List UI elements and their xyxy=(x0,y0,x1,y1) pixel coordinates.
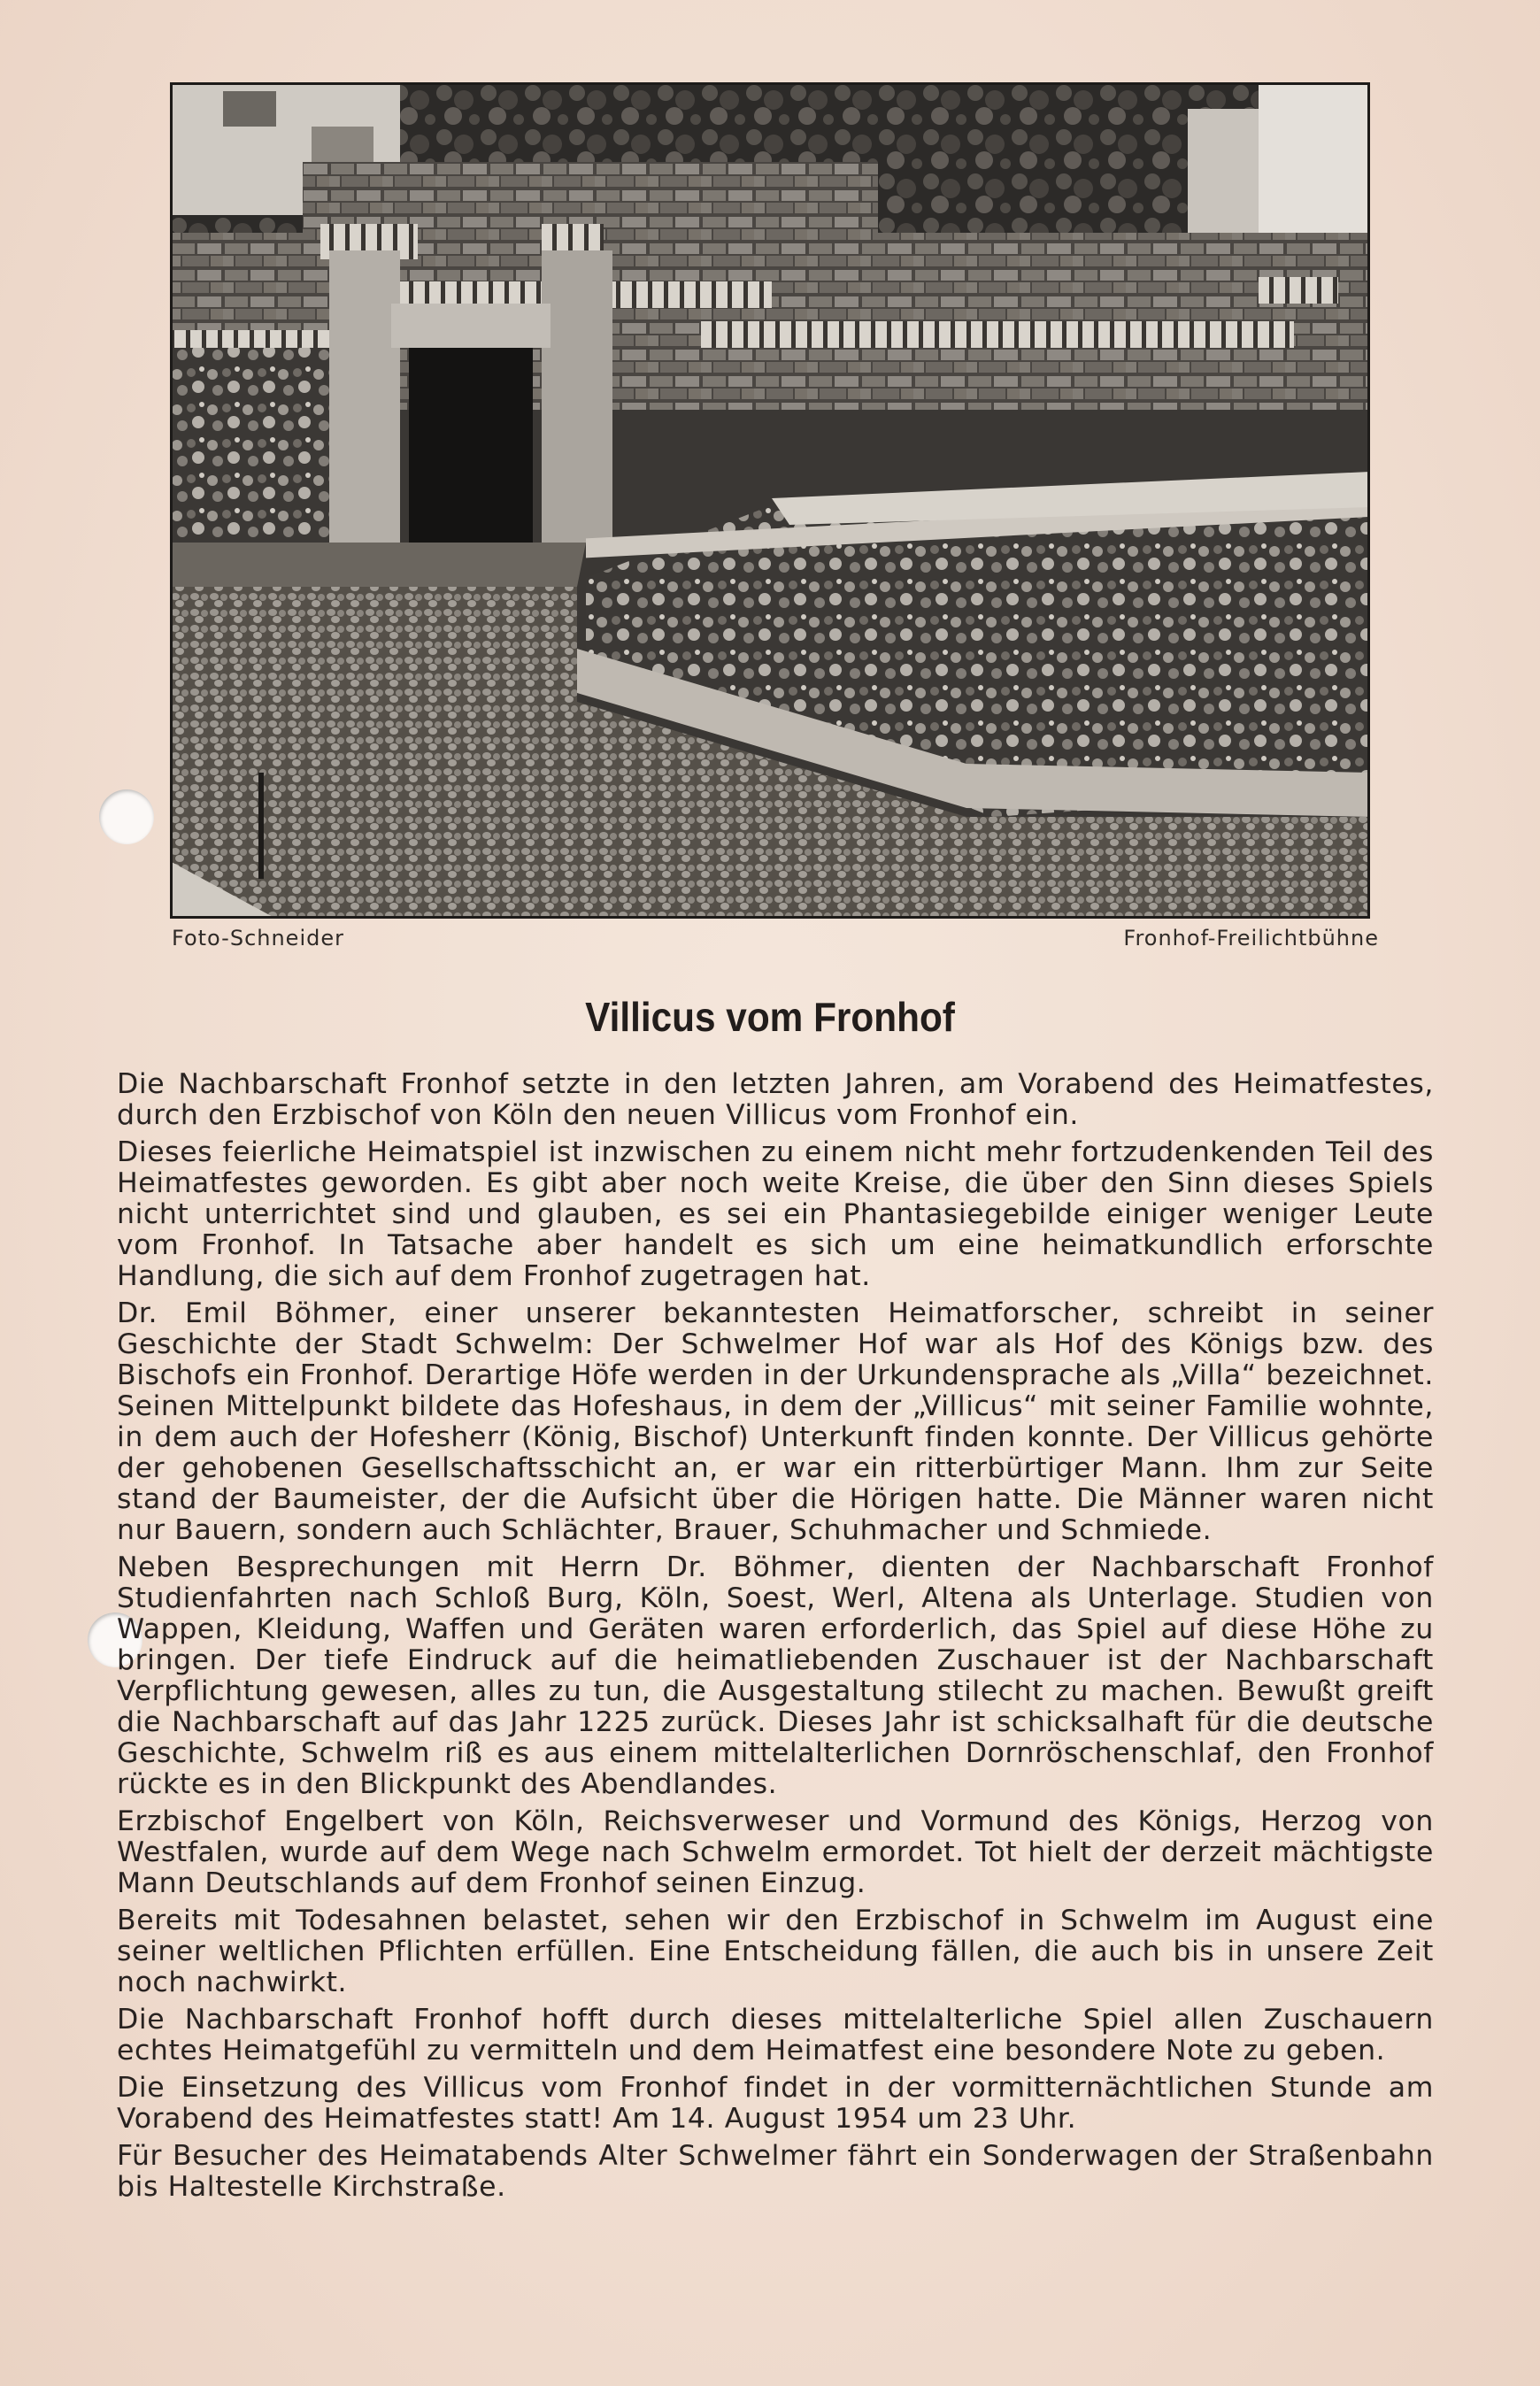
paragraph: Die Nachbarschaft Fronhof setzte in den letzten Jahren, am Vorabend des Heimatfestes, durch den Erzbischof von Köln den neuen Villicus vom Fronhof ein. xyxy=(117,1068,1434,1131)
article-body xyxy=(117,1069,1434,2209)
photo-fronhof-stage xyxy=(170,82,1370,919)
paragraph: Die Einsetzung des Villicus vom Fronhof findet in der vormitternächtlichen Stunde am Vorabend des Heimatfestes statt! Am 14. August 1954 um 23 Uhr. xyxy=(117,2072,1434,2135)
paragraph: Neben Besprechungen mit Herrn Dr. Böhmer, dienten der Nachbarschaft Fronhof Studienfahrten nach Schloß Burg, Köln, Soest, Werl, Altena als Unterlage. Studien von Wappen, Kleidung, Waffen und Geräten waren erforderlich, das Spiel auf diese Höhe zu bringen. Der tiefe Eindruck auf die heimatliebenden Zuschauer ist der Nachbarschaft Verpflichtung gewesen, alles zu tun, die Ausgestaltung stilecht zu machen. Bewußt greift die Nachbarschaft auf das Jahr 1225 zurück. Dieses Jahr ist schicksalhaft für die deutsche Geschichte, Schwelm riß es aus einem mittelalterlichen Dornröschenschlaf, den Fronhof rückte es in den Blickpunkt des Abendlandes. xyxy=(117,1551,1434,1800)
paragraph: Dieses feierliche Heimatspiel ist inzwischen zu einem nicht mehr fortzudenkenden Teil des Heimatfestes geworden. Es gibt aber noch weite Kreise, die über den Sinn dieses Spiels nicht unterrichtet sind und glauben, es sei ein Phantasiegebilde einiger weniger Leute vom Fronhof. In Tatsache aber handelt es sich um eine heimatkundlich erforschte Handlung, die sich auf dem Fronhof zugetragen hat. xyxy=(117,1136,1434,1292)
photo-illustration xyxy=(170,82,1370,919)
punch-hole-top xyxy=(99,789,154,844)
paragraph: Erzbischof Engelbert von Köln, Reichsverweser und Vormund des Königs, Herzog von Westfalen, wurde auf dem Wege nach Schwelm ermordet. Tot hielt der derzeit mächtigste Mann Deutschlands auf dem Fronhof seinen Einzug. xyxy=(117,1805,1434,1899)
article-title: Villicus vom Fronhof xyxy=(585,994,955,1040)
paragraph: Die Nachbarschaft Fronhof hofft durch dieses mittelalterliche Spiel allen Zuschauern echtes Heimatgefühl zu vermitteln und dem Heimatfest eine besondere Note zu geben. xyxy=(117,2004,1434,2067)
paragraph: Dr. Emil Böhmer, einer unserer bekanntesten Heimatforscher, schreibt in seiner Geschichte der Stadt Schwelm: Der Schwelmer Hof war als Hof des Königs bzw. des Bischofs ein Fronhof. Derartige Höfe werden in der Urkundensprache als „Villa“ bezeichnet. Seinen Mittelpunkt bildete das Hofeshaus, in dem der „Villicus“ mit seiner Familie wohnte, in dem auch der Hofesherr (König, Bischof) Unterkunft finden konnte. Der Villicus gehörte der gehobenen Gesellschaftsschicht an, er war ein ritterbürtiger Mann. Ihm zur Seite stand der Baumeister, der die Aufsicht über die Hörigen hatte. Die Männer waren nicht nur Bauern, sondern auch Schlächter, Brauer, Schuhmacher und Schmiede. xyxy=(117,1297,1434,1546)
photo-caption: Fronhof-Freilichtbühne xyxy=(1123,926,1379,951)
paragraph: Bereits mit Todesahnen belastet, sehen wir den Erzbischof in Schwelm im August eine seiner weltlichen Pflichten erfüllen. Eine Entscheidung fällen, die auch bis in unsere Zeit noch nachwirkt. xyxy=(117,1905,1434,1998)
photo-credit: Foto-Schneider xyxy=(172,926,344,951)
paragraph: Für Besucher des Heimatabends Alter Schwelmer fährt ein Sonderwagen der Straßenbahn bis Haltestelle Kirchstraße. xyxy=(117,2140,1434,2203)
